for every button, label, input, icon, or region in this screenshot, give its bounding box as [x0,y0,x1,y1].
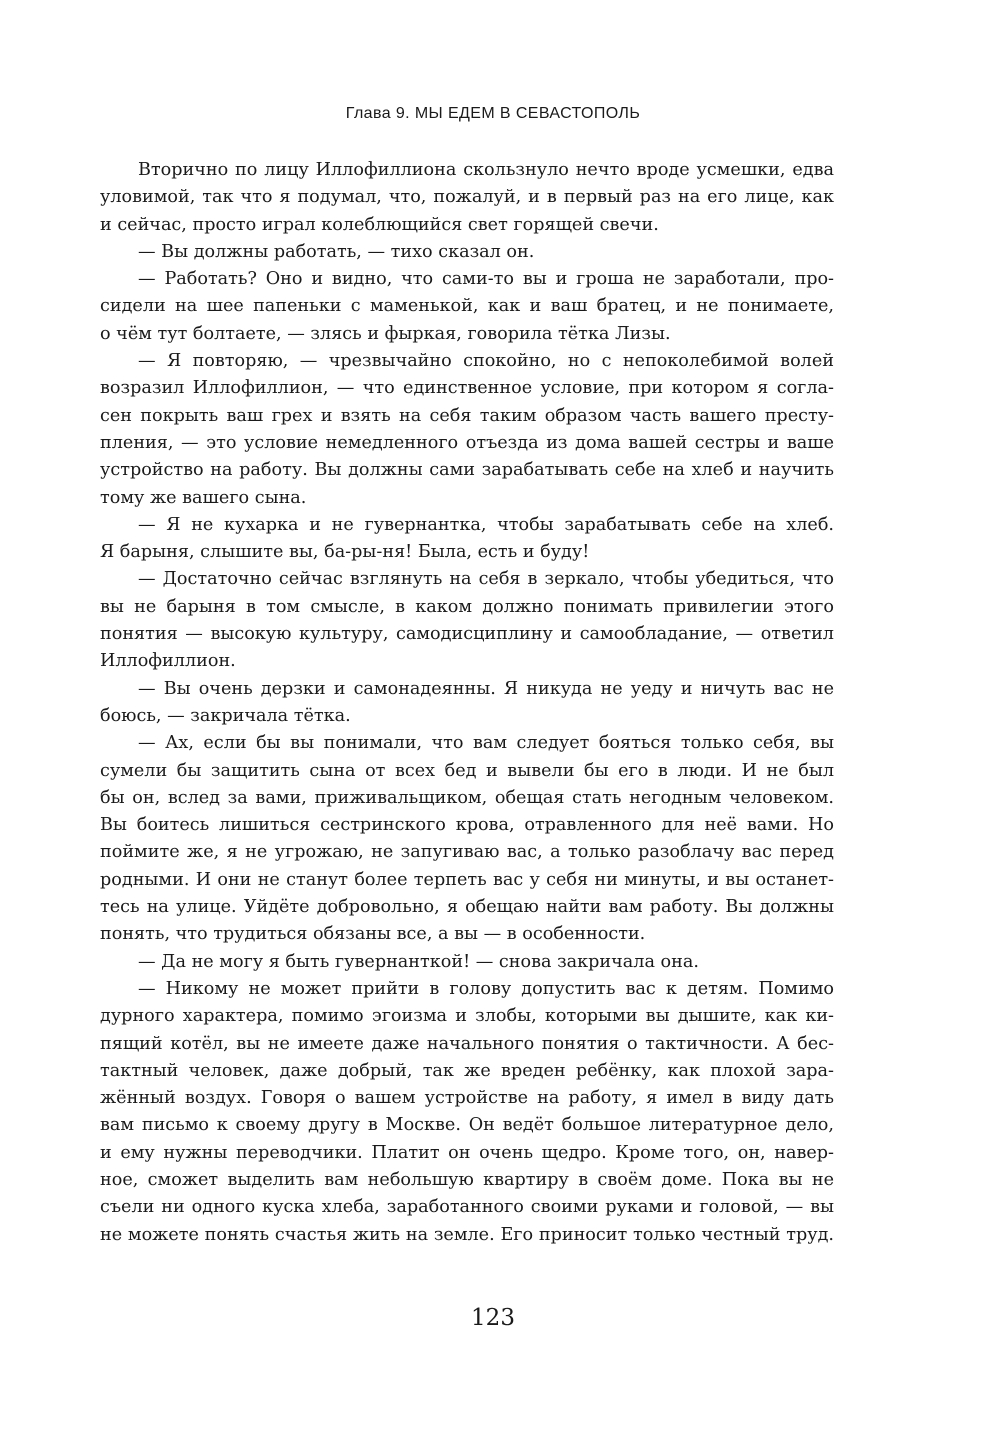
text-line: съели ни одного куска хлеба, заработанного своими руками и головой, — вы [100,1197,834,1218]
text-line: и ему нужны переводчики. Платит он очень щедро. Кроме того, он, навер- [100,1142,834,1163]
text-line: и сейчас, просто играл колеблющийся свет горящей свечи. [100,214,659,235]
text-line: жённый воздух. Говоря о вашем устройстве на работу, я имел в виду дать [100,1088,834,1109]
text-line: сидели на шее папеньки с маменькой, как и ваш братец, и не понимаете, [100,296,834,317]
text-line: понятия — высокую культуру, самодисциплину и самообладание, — ответил [100,624,834,645]
text-line: пящий котёл, вы не имеете даже начального понятия о тактичности. А бес- [100,1033,834,1054]
text-line: — Работать? Оно и видно, что сами-то вы и гроша не заработали, про- [138,269,834,290]
text-line: вам письмо к своему другу в Москве. Он ведёт большое литературное дело, [100,1115,834,1136]
text-line: — Ах, если бы вы понимали, что вам следует бояться только себя, вы [138,733,834,754]
body-text [100,157,834,1249]
text-line: пления, — это условие немедленного отъезда из дома вашей сестры и ваше [100,432,834,453]
text-line: дурного характера, помимо эгоизма и злобы, которыми вы дышите, как ки- [100,1006,834,1027]
text-line: бы он, вслед за вами, приживальщиком, обещая стать негодным человеком. [100,787,834,808]
text-line: тесь на улице. Уйдёте добровольно, я обещаю найти вам работу. Вы должны [100,897,834,918]
text-line: поймите же, я не угрожаю, не запугиваю вас, а только разоблачу вас перед [100,842,834,863]
text-line: — Достаточно сейчас взглянуть на себя в зеркало, чтобы убедиться, что [138,569,834,590]
text-line: вы не барыня в том смысле, в каком должно понимать привилегии этого [100,596,834,617]
text-line: сумели бы защитить сына от всех бед и вывели бы его в люди. И не был [100,760,834,781]
text-line: ное, сможет выделить вам небольшую квартиру в своём доме. Пока вы не [100,1169,834,1190]
text-line: — Да не могу я быть гувернанткой! — снова закричала она. [138,951,699,972]
text-line: Вторично по лицу Иллофиллиона скользнуло нечто вроде усмешки, едва [138,160,834,180]
text-line: устройство на работу. Вы должны сами зарабатывать себе на хлеб и научить [100,460,834,481]
text-line: тому же вашего сына. [100,487,307,508]
page-number: 123 [471,1305,515,1331]
text-line: о чём тут болтаете, — злясь и фыркая, говорила тётка Лизы. [100,323,671,344]
text-line: сен покрыть ваш грех и взять на себя таким образом часть вашего престу- [100,405,834,426]
text-line: возразил Иллофиллион, — что единственное условие, при котором я согла- [100,378,834,399]
text-line: — Вы должны работать, — тихо сказал он. [138,241,535,262]
text-line: понять, что трудиться обязаны все, а вы — в особенности. [100,924,646,945]
text-line: родными. И они не станут более терпеть вас у себя ни минуты, и вы останет- [100,869,834,890]
text-line: тактный человек, даже добрый, так же вреден ребёнку, как плохой зара- [100,1060,834,1081]
text-line: — Я не кухарка и не гувернантка, чтобы зарабатывать себе на хлеб. [138,514,834,535]
text-line: боюсь, — закричала тётка. [100,705,351,726]
text-line: Иллофиллион. [100,651,236,672]
text-line: — Я повторяю, — чрезвычайно спокойно, но с непоколебимой волей [138,351,834,372]
text-line: — Вы очень дерзки и самонадеянны. Я никуда не уеду и ничуть вас не [138,678,834,699]
text-line: — Никому не может прийти в голову допустить вас к детям. Помимо [138,978,834,999]
text-line: Я барыня, слышите вы, ба-ры-ня! Была, есть и буду! [100,542,590,563]
running-header: Глава 9. МЫ ЕДЕМ В СЕВАСТОПОЛЬ [345,105,641,122]
text-line: не можете понять счастья жить на земле. Его приносит только честный труд. [100,1224,834,1245]
text-line: уловимой, так что я подумал, что, пожалуй, и в первый раз на его лице, как [100,187,834,208]
text-line: Вы боитесь лишиться сестринского крова, отравленного для неё вами. Но [100,815,834,836]
